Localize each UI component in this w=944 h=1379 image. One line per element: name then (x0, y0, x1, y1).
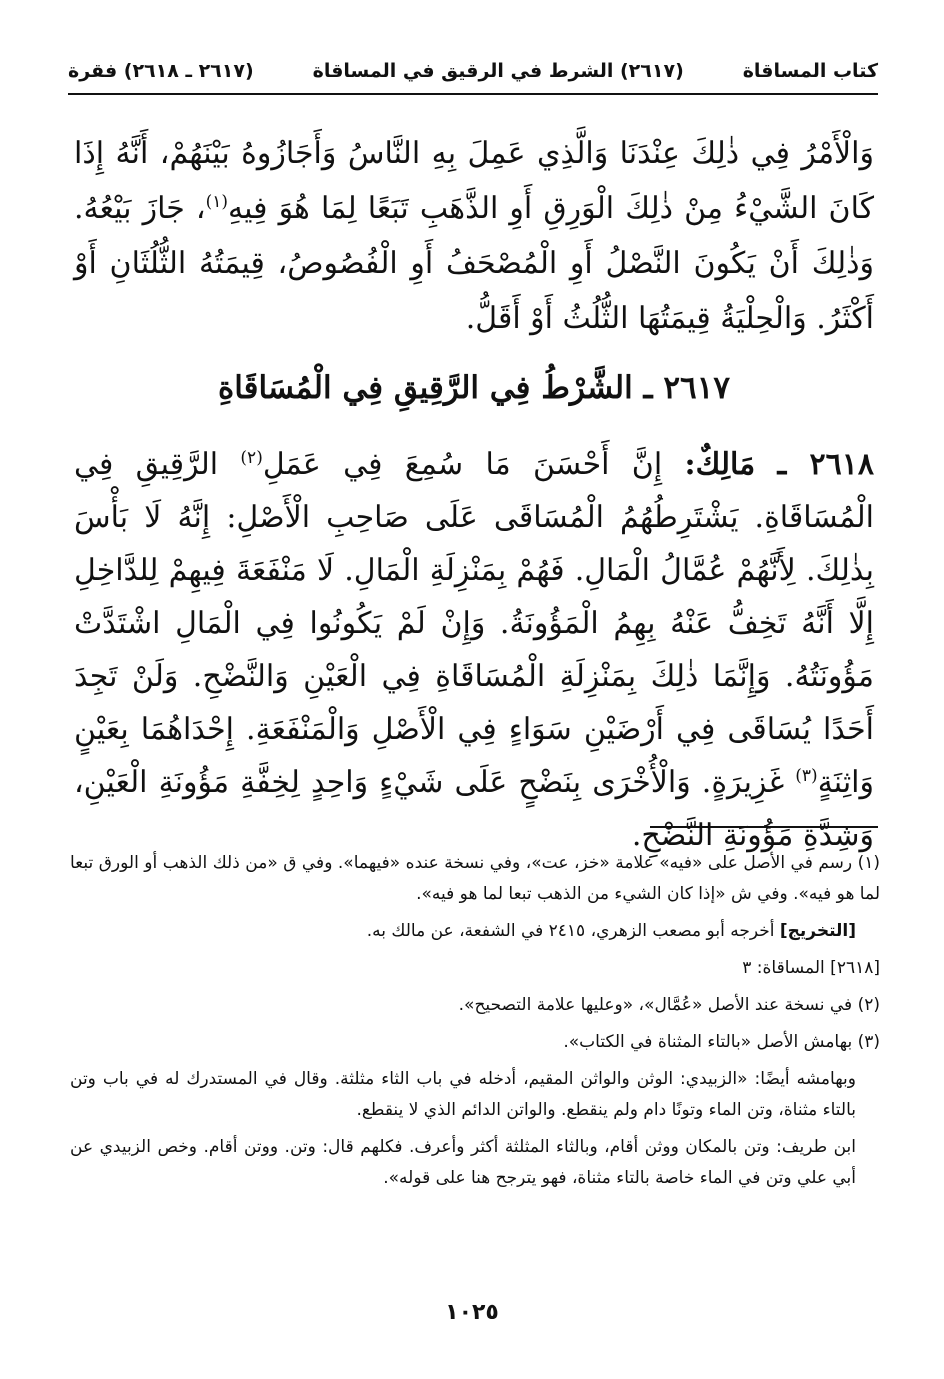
intro-paragraph (74, 126, 874, 346)
intro-text-1: وَالْأَمْرُ فِي ذٰلِكَ عِنْدَنَا وَالَّذِي عَمِلَ بِهِ النَّاسُ وَأَجَازُوهُ بَيْنَهُمْ، أَنَّهُ إِذَا كَانَ الشَّيْءُ مِنْ ذٰلِكَ الْوَرِقِ أَوِ الذَّهَبِ تَبَعًا لِمَا هُوَ فِيهِ (74, 136, 874, 226)
running-header (68, 52, 878, 90)
footnote-3: (٣) بهامش الأصل «بالتاء المثناة في الكتاب». (563, 1032, 880, 1052)
hadith-text-1: إِنَّ أَحْسَنَ مَا سُمِعَ فِي عَمَلِ (262, 447, 663, 482)
section-title: (٢٦١٧) الشرط في الرقيق في المساقاة (312, 60, 684, 82)
footnote-1: (١) رسم في الأصل على «فيه» علامة «خز، عت»، وفي نسخة عنده «فيهما». وفي ق «من ذلك الذهب أو الورق تبعا لما هو فيه». وفي ش «إذا كان الشيء من الذهب تبعا لما هو فيه». (70, 853, 880, 904)
footnote-ref-1: (١) (205, 192, 228, 212)
hadith-text-2: الرَّقِيقِ فِي الْمُسَاقَاةِ. يَشْتَرِطُهُمُ الْمُسَاقَى عَلَى صَاحِبِ الْأَصْلِ: إِنَّهُ لَا بَأْسَ بِذٰلِكَ. لِأَنَّهُمْ عُمَّالُ الْمَالِ. فَهُمْ بِمَنْزِلَةِ الْمَالِ. لَا مَنْفَعَةَ فِيهِمْ لِلدَّاخِلِ إِلَّا أَنَّهُ تَخِفُّ عَنْهُ بِهِمُ الْمَؤُونَةُ. وَإِنْ لَمْ يَكُونُوا فِي الْمَالِ اشْتَدَّتْ مَؤُونَتُهُ. وَإِنَّمَا ذٰلِكَ بِمَنْزِلَةِ الْمُسَاقَاةِ فِي الْعَيْنِ وَالنَّضْحِ. وَلَنْ تَجِدَ أَحَدًا يُسَاقَى فِي أَرْضَيْنِ سَوَاءٍ فِي الْأَصْلِ وَالْمَنْفَعَةِ. إِحْدَاهُمَا بِعَيْنٍ وَاثِنَةٍ (74, 447, 874, 800)
hadith-number: ٢٦١٨ ـ (777, 447, 874, 482)
hadith-narrator: مَالِكٌ: (684, 447, 756, 482)
footnotes (70, 848, 880, 1200)
hadith-paragraph (74, 438, 874, 862)
footnote-2: (٢) في نسخة عند الأصل «عُمَّال»، «وعليها علامة التصحيح». (458, 995, 880, 1015)
footnote-divider (650, 826, 878, 828)
footnote-3-continuation-2: ابن طريف: وتن بالمكان ووثن أقام، وبالثاء المثلثة أكثر وأعرف. فكلهم قال: وتن. ووتن أقام. وخص الزبيدي عن أبي علي وتن في الماء خاصة بالتاء مثناة، فهو يترجح هنا على قوله». (70, 1137, 856, 1188)
book-title: كتاب المساقاة (742, 60, 878, 82)
paragraph-range: (٢٦١٧ ـ ٢٦١٨) فقرة (68, 60, 254, 82)
footnote-3-continuation-1: وبهامشه أيضًا: «الزبيدي: الوثن والواثن المقيم، أدخله في باب الثاء مثلثة. وقال في المستدرك له في باب وتن بالتاء مثناة، وتن الماء وتونًا دام ولم ينقطع. والواتن الدائم الذي لا ينقطع. (70, 1069, 856, 1120)
hadith-text-3: غَزِيرَةٍ. وَالْأُخْرَى بِنَضْحٍ عَلَى شَيْءٍ وَاحِدٍ لِخِفَّةِ مَؤُونَةِ الْعَيْنِ، وَشِدَّةِ مَؤُونَةِ النَّضْحِ. (74, 765, 874, 853)
chapter-heading: ٢٦١٧ ـ الشَّرْطُ فِي الرَّقِيقِ فِي الْمُسَاقَاةِ (217, 370, 731, 406)
intro-text-2: ، جَازَ بَيْعُهُ. وَذٰلِكَ أَنْ يَكُونَ النَّصْلُ أَوِ الْمُصْحَفُ أَوِ الْفُصُوصُ، قِيمَتُهُ الثُّلُثَانِ أَوْ أَكْثَرُ. وَالْحِلْيَةُ قِيمَتُهَا الثُّلُثُ أَوْ أَقَلُّ. (74, 191, 874, 336)
header-divider (68, 93, 878, 95)
footnote-ref-2: (٢) (240, 448, 263, 468)
takhrij-text: أخرجه أبو مصعب الزهري، ٢٤١٥ في الشفعة، عن مالك به. (366, 921, 775, 941)
cross-reference: [٢٦١٨] المساقاة: ٣ (742, 958, 880, 978)
footnote-ref-3: (٣) (795, 766, 818, 786)
page-number: ١٠٢٥ (445, 1300, 499, 1325)
takhrij-note (70, 916, 880, 947)
takhrij-label: [التخريج] (779, 921, 856, 941)
